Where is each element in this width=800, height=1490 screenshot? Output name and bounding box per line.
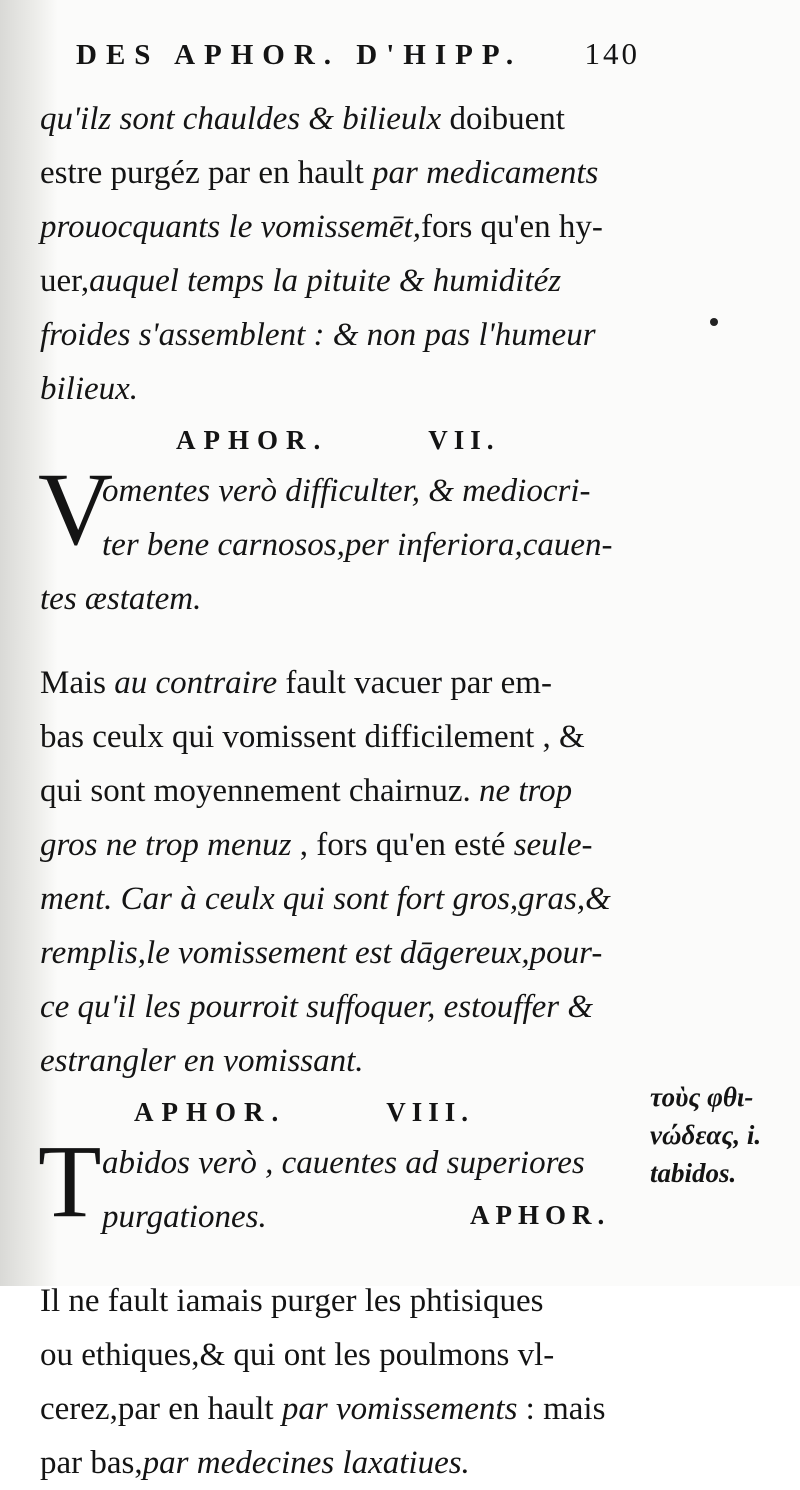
running-header	[40, 36, 640, 92]
aphorism-heading: APHOR. VII.	[176, 425, 500, 455]
margin-note: τοὺς φθι- νώδεας, i. tabidos.	[650, 1082, 762, 1188]
latin-line: tes æstatem.	[40, 581, 202, 617]
text-line: ou ethiques,& qui ont les poulmons vl-	[40, 1337, 555, 1373]
catchword: APHOR.	[470, 1200, 611, 1230]
latin-line: purgationes.	[102, 1199, 267, 1235]
latin-line: omentes verò difficulter, & mediocri-	[102, 473, 591, 509]
text-line: estrangler en vomissant.	[40, 1043, 364, 1079]
drop-cap: V	[38, 452, 114, 567]
text-line: prouocquants le vomissemēt,fors qu'en hy-	[40, 209, 603, 245]
text-line: cerez,par en hault par vomissements : mais	[40, 1391, 606, 1427]
text-line: uer,auquel temps la pituite & humiditéz	[40, 263, 562, 299]
latin-aphorism	[38, 452, 640, 626]
text-line: Il ne fault iamais purger les phtisiques	[40, 1283, 544, 1319]
running-title: DES APHOR. D'HIPP.	[76, 39, 523, 71]
text-line: ce qu'il les pourroit suffoquer, estouffer &	[40, 989, 594, 1025]
spacer	[40, 626, 640, 656]
drop-cap: T	[38, 1124, 102, 1239]
text-line: qui sont moyennement chairnuz. ne trop	[40, 773, 573, 809]
page-number: 140	[584, 36, 640, 71]
text-line: bas ceulx qui vomissent difficilement , &	[40, 719, 585, 755]
french-commentary	[40, 656, 640, 1088]
latin-line: abidos verò , cauentes ad superiores	[102, 1145, 585, 1181]
text-line: gros ne trop menuz , fors qu'en esté seule-	[40, 827, 593, 863]
text-line: Mais au contraire fault vacuer par em-	[40, 665, 552, 701]
spacer	[40, 1244, 640, 1274]
text-line: remplis,le vomissement est dāgereux,pour-	[40, 935, 603, 971]
latin-line: ter bene carnosos,per inferiora,cauen-	[102, 527, 613, 563]
text-line: froides s'assemblent : & non pas l'humeur	[40, 317, 596, 353]
ink-speck	[710, 318, 718, 326]
text-line: qu'ilz sont chauldes & bilieulx doibuent	[40, 101, 565, 137]
top-paragraph	[40, 92, 640, 416]
aphorism-heading: APHOR. VIII.	[134, 1097, 475, 1127]
text-line: par bas,par medecines laxatiues.	[40, 1445, 470, 1481]
text-line: estre purgéz par en hault par medicaments	[40, 155, 599, 191]
text-line: ment. Car à ceulx qui sont fort gros,gras,&	[40, 881, 611, 917]
french-commentary	[40, 1274, 640, 1490]
text-line: bilieux.	[40, 371, 139, 407]
page-content	[40, 36, 640, 1490]
